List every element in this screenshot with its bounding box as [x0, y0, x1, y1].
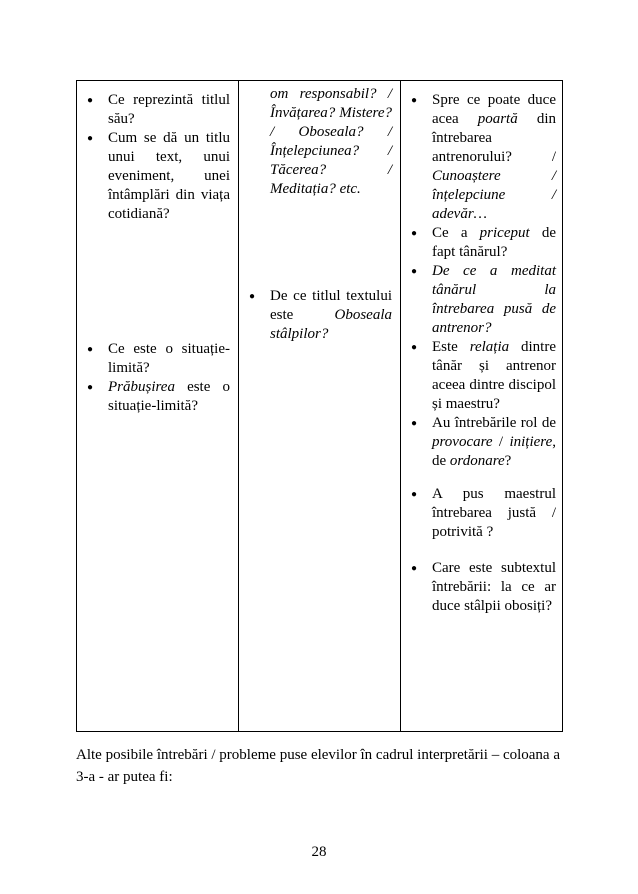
table-column-2 — [239, 81, 400, 731]
table-column-1 — [77, 81, 238, 731]
list-item: ● Ce a priceput de fapt tânărul? — [409, 224, 556, 262]
list-item: ● Au întrebările rol de provocare / inițiere, de ordonare? — [409, 414, 556, 471]
table-column-3 — [401, 81, 564, 731]
page-number: 28 — [311, 844, 327, 860]
list-item: ● Este relația dintre tânăr și antrenor aceea dintre discipol și maestru? — [409, 338, 556, 414]
questions-table — [76, 80, 563, 732]
list-item: ● De ce titlul textului este Oboseala stâlpilor? — [247, 287, 392, 344]
list-item: ● Care este subtextul întrebării: la ce ar duce stâlpii obosiți? — [409, 559, 556, 616]
list-item: ● Ce reprezintă titlul său? — [85, 91, 230, 129]
body-paragraph: Alte posibile întrebări / probleme puse elevilor în cadrul interpretării – coloana a 3-a - ar putea fi: — [76, 747, 560, 785]
list-item: ● De ce a meditat tânărul la întrebarea pusă de antrenor? — [409, 262, 556, 338]
list-item: ● Cum se dă un titlu unui text, unui eveniment, unei întâmplări din viața cotidiană? — [85, 129, 230, 224]
list-item: ● Prăbușirea este o situație-limită? — [85, 378, 230, 416]
list-item: ● Ce este o situație-limită? — [85, 340, 230, 378]
list-item: ● A pus maestrul întrebarea justă / potrivită ? — [409, 485, 556, 542]
continued-text: om responsabil? / Învățarea? Mistere? / Oboseala? / Înțelepciunea? / Tăcerea? / Meditația? etc. — [270, 86, 392, 197]
list-item: ● Spre ce poate duce acea poartă din întrebarea antrenorului? / Cunoaștere / înțelepciune / adevăr… — [409, 91, 556, 224]
